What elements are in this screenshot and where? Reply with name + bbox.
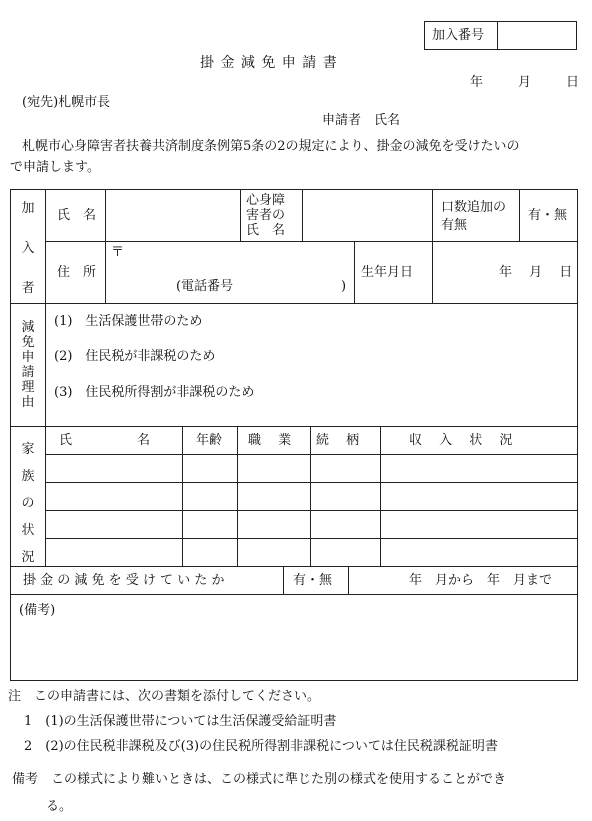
label-line: 害者の (246, 208, 286, 223)
family-income-cell[interactable] (381, 483, 577, 510)
table-row (46, 539, 578, 566)
section-char: 免 (21, 335, 35, 350)
section-char: 族 (21, 469, 35, 484)
disabled-person-name-field[interactable] (303, 191, 431, 240)
enrollee-name-field[interactable] (106, 191, 239, 240)
family-age-cell[interactable] (183, 455, 237, 482)
label-line: 口数追加の (441, 200, 507, 215)
section-char: の (21, 496, 35, 511)
family-age-cell[interactable] (183, 539, 237, 566)
label-line: 心身障 (246, 193, 286, 208)
attachment-item-2: 2 (2)の住民税非課税及び(3)の住民税所得割非課税については住民税課税証明書 (24, 739, 498, 754)
section-char: 理 (21, 380, 35, 395)
enrollee-name-label: 氏 名 (57, 208, 97, 223)
family-header-name: 氏 名 (59, 433, 151, 448)
postal-mark: 〒 (111, 245, 125, 260)
section-char: 加 (21, 201, 35, 216)
section-char: 者 (21, 281, 35, 296)
reason-section-label (11, 321, 45, 409)
family-name-cell[interactable] (46, 483, 182, 510)
units-added-label (441, 199, 506, 235)
family-age-cell[interactable] (183, 511, 237, 538)
table-row (46, 483, 578, 510)
phone-number-close-paren: ) (341, 279, 347, 294)
past-exemption-question: 掛 金 の 減 免 を 受 け て い た か (23, 573, 225, 588)
family-header-relation: 続 柄 (316, 433, 360, 448)
section-char: 由 (21, 395, 35, 410)
attachment-item-1: 1 (1)の生活保護世帯については生活保護受給証明書 (24, 714, 337, 729)
family-name-cell[interactable] (46, 455, 182, 482)
application-date: 年 月 日 (470, 75, 583, 90)
section-char: 家 (21, 442, 35, 457)
family-relation-cell[interactable] (311, 483, 380, 510)
section-char: 入 (21, 241, 35, 256)
family-name-cell[interactable] (46, 539, 182, 566)
label-line: 有無 (441, 218, 468, 233)
units-added-choice[interactable]: 有・無 (528, 208, 568, 223)
section-char: 減 (21, 320, 35, 335)
section-char: 請 (21, 365, 35, 380)
label-line: 氏 名 (246, 223, 286, 238)
birth-date-value: 年 月 日 (499, 265, 573, 280)
form-title: 掛 金 減 免 申 請 書 (200, 55, 338, 71)
section-char: 申 (21, 350, 35, 365)
family-occupation-cell[interactable] (238, 511, 310, 538)
reason-option-3[interactable]: (3) 住民税所得割が非課税のため (54, 385, 255, 400)
reason-option-1[interactable]: (1) 生活保護世帯のため (54, 314, 203, 329)
phone-number-label: (電話番号 (176, 279, 234, 294)
address-label: 住 所 (57, 265, 97, 280)
section-char: 況 (21, 550, 35, 565)
addressee: (宛先)札幌市長 (22, 95, 111, 110)
table-row (46, 455, 578, 482)
family-relation-cell[interactable] (311, 539, 380, 566)
family-relation-cell[interactable] (311, 455, 380, 482)
remarks-label: (備考) (19, 603, 56, 618)
footer-remark-line2: る。 (46, 799, 73, 814)
family-header-age: 年齢 (196, 433, 223, 448)
family-income-cell[interactable] (381, 455, 577, 482)
family-occupation-cell[interactable] (238, 483, 310, 510)
past-exemption-period: 年 月から 年 月まで (409, 573, 553, 588)
remarks-field[interactable] (71, 598, 571, 674)
family-age-cell[interactable] (183, 483, 237, 510)
family-income-cell[interactable] (381, 511, 577, 538)
family-relation-cell[interactable] (311, 511, 380, 538)
attachment-note: 注 この申請書には、次の書類を添付してください。 (8, 689, 321, 704)
past-exemption-choice[interactable]: 有・無 (293, 573, 333, 588)
section-char: 状 (21, 523, 35, 538)
reason-option-2[interactable]: (2) 住民税が非課税のため (54, 349, 216, 364)
disabled-person-name-label (246, 193, 298, 238)
birth-date-label: 生年月日 (361, 265, 414, 280)
application-table (10, 189, 578, 681)
family-section-label (11, 443, 45, 564)
intro-text-line2: で申請します。 (10, 160, 100, 175)
family-occupation-cell[interactable] (238, 455, 310, 482)
footer-remark-line1: 備考 この様式により難いときは、この様式に準じた別の様式を使用することができ (12, 772, 507, 787)
member-number-label: 加入番号 (432, 28, 485, 43)
enrollee-section-label (11, 202, 45, 295)
family-income-cell[interactable] (381, 539, 577, 566)
family-header-occupation: 職 業 (248, 433, 292, 448)
applicant-name-label: 申請者 氏名 (322, 113, 401, 128)
member-number-field[interactable] (498, 23, 575, 48)
intro-text-line1: 札幌市心身障害者扶養共済制度条例第5条の2の規定により、掛金の減免を受けたいの (22, 139, 520, 154)
family-name-cell[interactable] (46, 511, 182, 538)
family-occupation-cell[interactable] (238, 539, 310, 566)
table-row (46, 511, 578, 538)
family-header-income: 収 入 状 況 (409, 433, 513, 448)
member-number-box (424, 21, 577, 50)
